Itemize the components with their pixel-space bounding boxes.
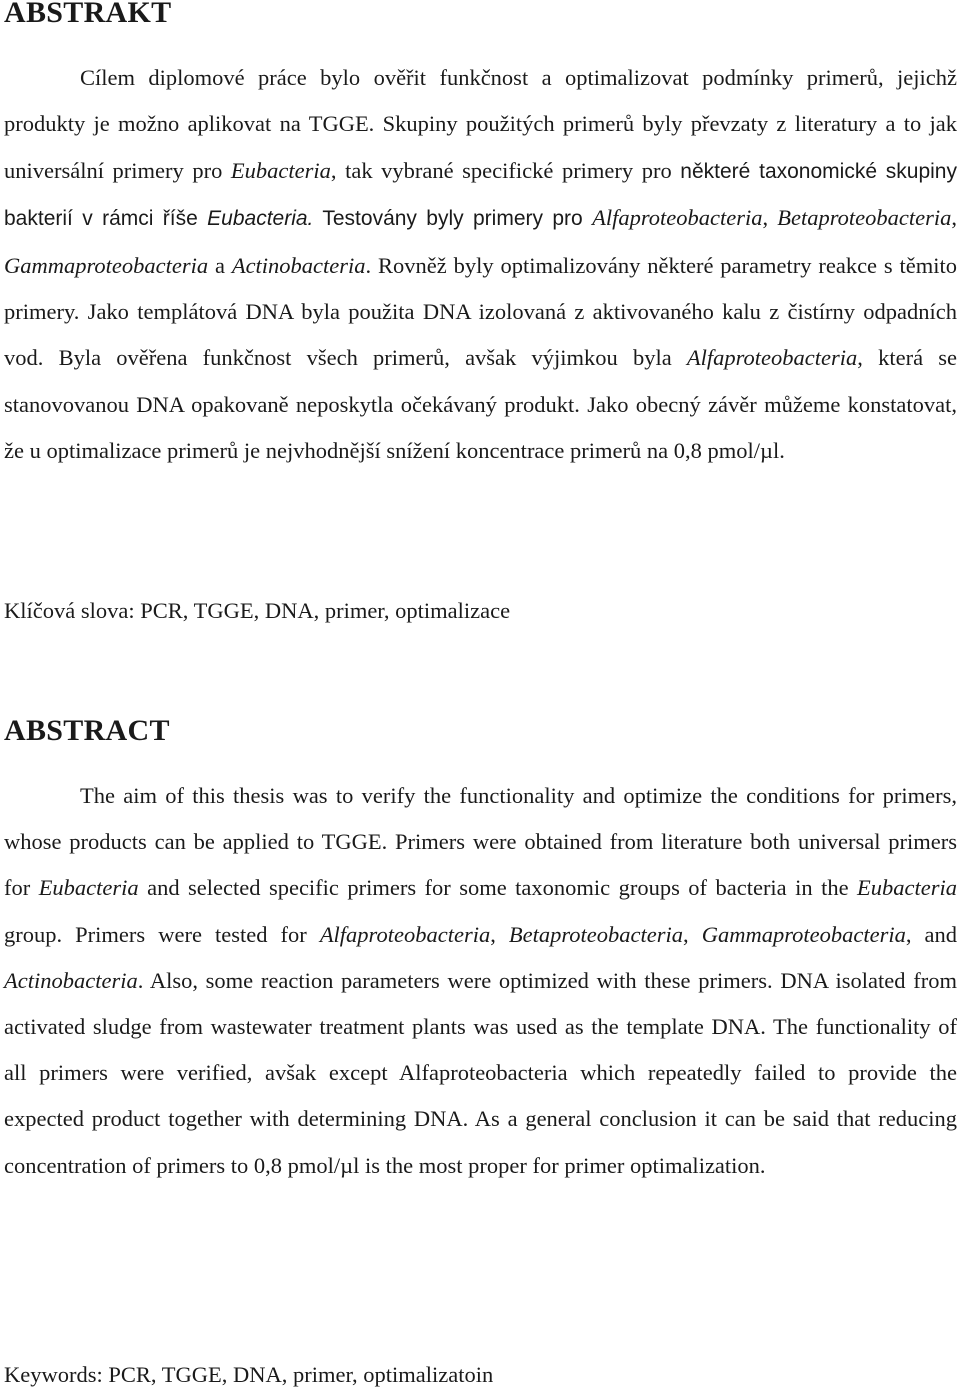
taxon-name: Eubacteria — [38, 875, 139, 901]
taxon-name: Eubacteria. — [207, 207, 314, 231]
taxon-name: Actinobacteria — [231, 252, 366, 278]
klicova-slova: Klíčová slova: PCR, TGGE, DNA, primer, optimalizace — [4, 598, 511, 623]
keywords: Keywords: PCR, TGGE, DNA, primer, optimalizatoin — [4, 1362, 494, 1387]
text-run: Cílem diplomové práce bylo ověřit funkčnost a optimalizovat podmínky primerů, jejichž produkty je možno aplikovat na TGGE. Skupiny použitých primerů byly převzaty z literatury a to jak universální primery pro — [4, 65, 957, 183]
text-run: , — [951, 205, 957, 231]
text-run: a — [208, 252, 232, 278]
taxon-name: Betaproteobacteria — [777, 205, 952, 231]
text-run: , — [762, 205, 778, 231]
text-run: and selected specific primers for some taxonomic groups of bacteria in the — [138, 875, 858, 901]
text-run: group. Primers were tested for — [4, 921, 320, 947]
taxon-name: Gammaproteobacteria — [701, 921, 906, 947]
abstrakt-paragraph — [4, 55, 957, 475]
taxon-name: Alfaproteobacteria — [686, 345, 858, 371]
abstract-paragraph — [4, 773, 957, 1189]
text-run: , tak vybrané specifické primery pro — [330, 157, 681, 183]
text-run: , — [683, 921, 702, 947]
taxon-name: Eubacteria — [230, 157, 331, 183]
taxon-name: Betaproteobacteria — [508, 921, 684, 947]
text-run: , and — [905, 921, 958, 947]
taxon-name: Eubacteria — [857, 875, 957, 901]
text-run: Testovány byly primery pro — [313, 207, 593, 231]
text-run: . Also, some reaction parameters were optimized with these primers. DNA isolated from activated sludge from wastewater treatment plants was used as the template DNA. The functionality of all primers were verified, avšak except Alfaproteobacteria which repeatedly failed to provide the expected product together with determining DNA. As a general conclusion it can be said that reducing concentration of primers to 0,8 pmol/µl is the most proper for primer optimalization. — [4, 967, 957, 1178]
taxon-name: Gammaproteobacteria — [4, 252, 209, 278]
abstract-heading: ABSTRACT — [4, 714, 170, 747]
taxon-name: Alfaproteobacteria — [592, 205, 763, 231]
abstrakt-heading: ABSTRAKT — [4, 0, 172, 29]
text-run: , která se stanovovanou DNA opakovaně neposkytla očekávaný produkt. Jako obecný závěr můžeme konstatovat, že u optimalizace primerů je nejvhodnější snížení koncentrace primerů na 0,8 pmol/µl. — [4, 345, 957, 464]
taxon-name: Alfaproteobacteria — [319, 921, 491, 947]
text-run: některé taxonomické skupiny bakterií v rámci říše — [4, 159, 957, 231]
text-run: , — [490, 921, 509, 947]
text-run: The aim of this thesis was to verify the functionality and optimize the conditions for primers, whose products can be applied to TGGE. Primers were obtained from literature both universal primers for — [4, 783, 957, 901]
taxon-name: Actinobacteria — [4, 967, 138, 993]
text-run: . Rovněž byly optimalizovány některé parametry reakce s těmito primery. Jako templátová DNA byla použita DNA izolovaná z aktivovaného kalu z čistírny odpadních vod. Byla ověřena funkčnost všech primerů, avšak výjimkou byla — [4, 252, 957, 371]
